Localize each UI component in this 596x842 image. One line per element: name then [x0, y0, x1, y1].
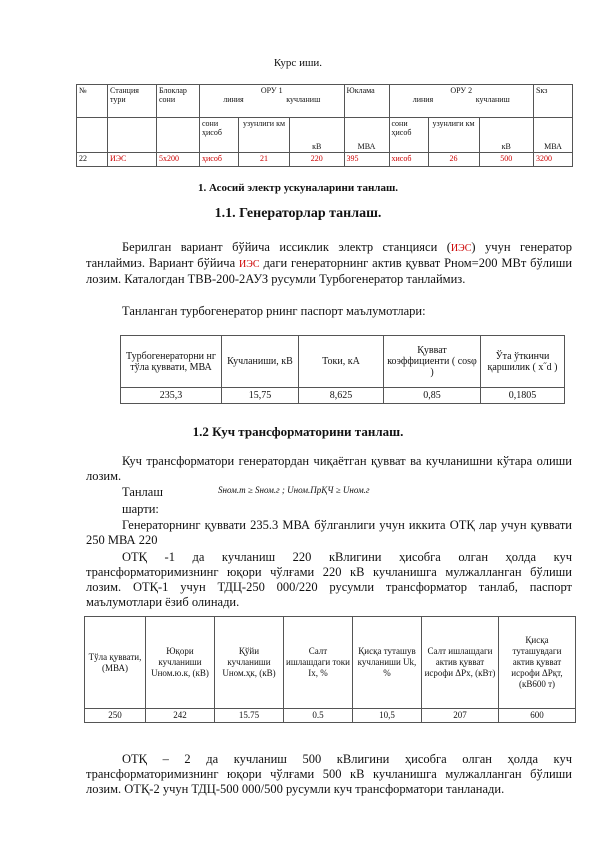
table-row: [77, 153, 573, 167]
page-title: Курс иши.: [273, 57, 323, 69]
table-cell: Қисқа туташувдаги актив қувват исрофи ΔPқт, (кВ600 т): [499, 617, 576, 709]
table-cell: 207: [422, 709, 499, 723]
station-type-highlight: ИЭС: [239, 259, 260, 270]
table-cell: 8,625: [299, 388, 384, 404]
table-cell: кВ: [479, 118, 534, 153]
table-cell: Юклама: [344, 85, 389, 118]
table-cell: хисоб: [389, 153, 428, 167]
table-cell: сони ҳисоб: [200, 118, 239, 153]
table-cell: 5х200: [157, 153, 200, 167]
table-cell: Тўла қуввати, (МВА): [85, 617, 146, 709]
table-row: [121, 336, 565, 388]
table-cell: 500: [479, 153, 534, 167]
generator-table: [120, 335, 565, 404]
table-row: [85, 709, 576, 723]
table-cell: 250: [85, 709, 146, 723]
table-cell: Sкз: [534, 85, 573, 118]
transformer-table: [84, 616, 576, 723]
table-cell: Салт ишлашдаги токи Ix, %: [284, 617, 353, 709]
table-cell: 3200: [534, 153, 573, 167]
paragraph-otk2: ОТҚ – 2 да кучланиш 500 кВлигини ҳисобга олган ҳолда куч трансформаторимизнинг юқори чўлғами 500 кВ кучланишга мулжалланган бўлиши лозим. ОТҚ-2 учун ТДЦ-500 000/500 русумли куч трансформатори танланади.: [86, 752, 572, 796]
station-type-highlight: ИЭС: [450, 243, 472, 254]
table-cell: 0.5: [284, 709, 353, 723]
table-row: [121, 388, 565, 404]
table-cell: МВА: [534, 118, 573, 153]
table-row: [77, 118, 573, 153]
oru2-label: ОРУ 2: [450, 86, 473, 95]
table-cell: 395: [344, 153, 389, 167]
table-cell: ИЭС: [108, 153, 157, 167]
section-heading-1-1: 1.1. Генераторлар танлаш.: [214, 206, 382, 221]
table-cell: узунлиги км: [239, 118, 290, 153]
table-cell: Салт ишлашдаги актив қувват исрофи ΔPx, (кВт): [422, 617, 499, 709]
table-cell: 0,1805: [481, 388, 565, 404]
section-heading-1-2: 1.2 Куч трансформаторини танлаш.: [192, 424, 404, 439]
table-cell: Кучланиши, кВ: [222, 336, 299, 388]
table-cell: 0,85: [384, 388, 481, 404]
text-span: даги генераторнинг актив қувват Pном=200 МВт бўлиши лозим. Каталогдан ТВВ-200-2АУЗ русумли Турбогенератор танлаймиз.: [86, 256, 573, 286]
table-cell: Ўта ўткинчи қаршилик ( x˝d ): [481, 336, 565, 388]
paragraph-otk1: ОТҚ -1 да кучланиш 220 кВлигини ҳисобга олган ҳолда куч трансформаторимизнинг юқори чўлғами 220 кВ кучланишга мулжалланган бўлиши лозим. ОТҚ-1 учун ТДЦ-250 000/220 русумли трансформатор танлаб, паспорт маълумотлари ёзиб олинади.: [86, 550, 572, 609]
table-cell: Қувват коэффициенти ( cosφ ): [384, 336, 481, 388]
table-cell: 235,3: [121, 388, 222, 404]
choose-label: Танлаш: [122, 485, 163, 499]
table-cell: 21: [239, 153, 290, 167]
table-cell: [157, 118, 200, 153]
variant-table: [76, 84, 573, 167]
oru1-line: линия: [223, 95, 244, 104]
table-cell: 10,5: [353, 709, 422, 723]
table-cell: Турбогенераторни нг тўла қуввати, МВА: [121, 336, 222, 388]
table-cell: 242: [146, 709, 215, 723]
table-cell: ҳисоб: [200, 153, 239, 167]
table-cell: Қисқа туташув кучланиши Uk, %: [353, 617, 422, 709]
table-cell: 600: [499, 709, 576, 723]
table-cell: [389, 85, 534, 118]
table-cell: №: [77, 85, 108, 118]
table-cell: Юқори кучланиши Uном.ю.к, (кВ): [146, 617, 215, 709]
text-span: Берилган вариант бўйича иссиклик электр станцияси (: [122, 240, 451, 254]
table-cell: 15,75: [222, 388, 299, 404]
table-cell: кВ: [290, 118, 345, 153]
table-cell: Блоклар сони: [157, 85, 200, 118]
table-cell: 220: [290, 153, 345, 167]
oru1-label: ОРУ 1: [260, 86, 283, 95]
oru2-line: линия: [412, 95, 434, 104]
paragraph-transformer: Куч трансформатори генератордан чиқаётган қувват ва кучланишни кўтара олиши лозим.: [86, 454, 572, 483]
table-cell: Қўйи кучланиши Uном.ҳк, (кВ): [215, 617, 284, 709]
table-cell: [77, 118, 108, 153]
section-heading-1: 1. Асосий электр ускуналарини танлаш.: [197, 182, 398, 194]
table-cell: [108, 118, 157, 153]
selection-formula: Sном.т ≥ Sном.г ; Uном.ПрҚЧ ≥ Uном.г: [218, 485, 370, 495]
table-row: [85, 617, 576, 709]
table-cell: Станция тури: [108, 85, 157, 118]
oru2-voltage: кучланиш: [475, 95, 510, 104]
table-cell: [200, 85, 345, 118]
table-cell: МВА: [344, 118, 389, 153]
table-cell: Токи, кА: [299, 336, 384, 388]
conditions-label: шарти:: [122, 502, 159, 516]
table-cell: узунлиги км: [428, 118, 479, 153]
table-cell: 26: [428, 153, 479, 167]
oru1-voltage: кучланиш: [286, 95, 321, 104]
table-cell: 15.75: [215, 709, 284, 723]
paragraph-passport: Танланган турбогенератор рнинг паспорт маълумотлари:: [122, 304, 426, 318]
table-cell: 22: [77, 153, 108, 167]
text-span: ) учун генератор танлаймиз. Вариант бўйича: [86, 240, 572, 270]
paragraph-generator: [86, 240, 572, 287]
table-cell: сони ҳисоб: [389, 118, 428, 153]
paragraph-capacity: Генераторнинг қуввати 235.3 МВА бўлганлиги учун иккита ОТҚ лар учун қуввати 250 МВА 220: [86, 518, 572, 547]
table-row: [77, 85, 573, 118]
